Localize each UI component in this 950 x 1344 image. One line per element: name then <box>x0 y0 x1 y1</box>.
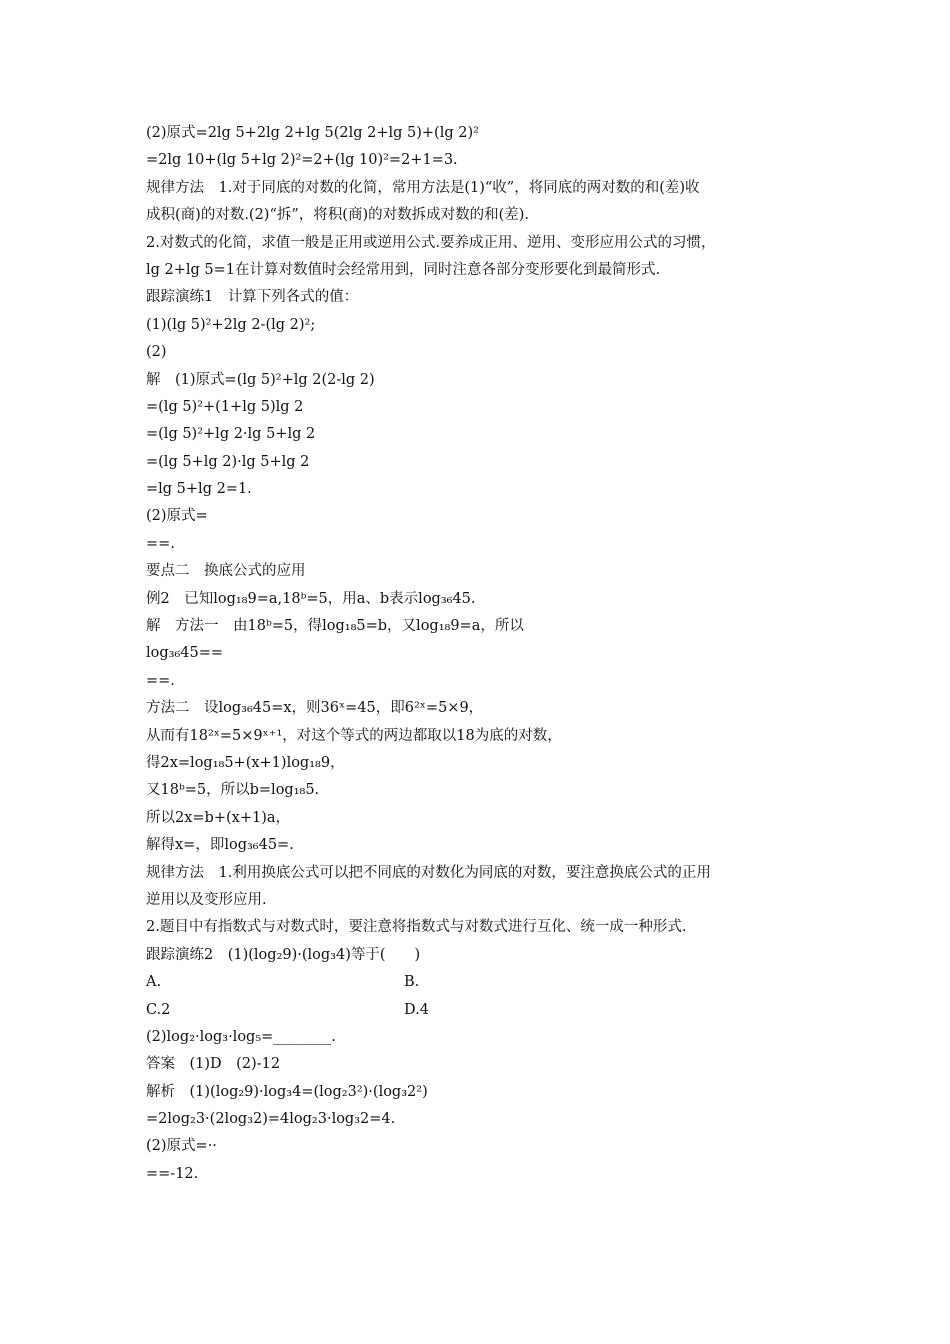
text-line: (2)原式= <box>146 508 208 525</box>
text-line: 解 (1)原式=(lg 5)²+lg 2(2-lg 2) <box>146 371 375 388</box>
section-heading: 要点二 换底公式的应用 <box>146 563 306 580</box>
text-line: =(lg 5)²+lg 2·lg 5+lg 2 <box>146 426 316 443</box>
text-line: 所以2x=b+(x+1)a， <box>146 809 290 826</box>
answer-line: 答案 (1)D (2)-12 <box>146 1056 281 1073</box>
text-line: 逆用以及变形应用. <box>146 891 267 908</box>
text-line: =(lg 5+lg 2)·lg 5+lg 2 <box>146 453 310 470</box>
option-row <box>146 969 826 996</box>
text-line: (1)(lg 5)²+2lg 2-(lg 2)²; <box>146 316 316 333</box>
text-line: 规律方法 1.利用换底公式可以把不同底的对数化为同底的对数，要注意换底公式的正用 <box>146 864 711 881</box>
option-d: D.4 <box>404 1001 429 1018</box>
text-line: =(lg 5)²+(1+lg 5)lg 2 <box>146 398 304 415</box>
option-b: B. <box>404 974 420 991</box>
text-line: 2.题目中有指数式与对数式时，要注意将指数式与对数式进行互化、统一成一种形式. <box>146 919 687 936</box>
option-row <box>146 997 826 1024</box>
text-line: 成积(商)的对数.(2)“拆”，将积(商)的对数拆成对数的和(差). <box>146 207 530 224</box>
text-line: lg 2+lg 5=1在计算对数值时会经常用到，同时注意各部分变形要化到最简形式. <box>146 261 661 278</box>
text-line: 例2 已知log₁₈9=a,18ᵇ=5，用a、b表示log₃₆45. <box>146 590 476 607</box>
text-line: 又18ᵇ=5，所以b=log₁₈5. <box>146 782 320 799</box>
text-line: ==. <box>146 535 175 552</box>
option-c: C.2 <box>146 1001 171 1018</box>
text-line: 跟踪演练2 (1)(log₂9)·(log₃4)等于( ) <box>146 946 421 963</box>
text-line: 2.对数式的化简，求值一般是正用或逆用公式.要养成正用、逆用、变形应用公式的习惯， <box>146 234 716 251</box>
text-line: =lg 5+lg 2=1. <box>146 481 252 498</box>
text-line: (2) <box>146 344 167 361</box>
text-line: (2)log₂·log₃·log₅=________. <box>146 1028 336 1045</box>
text-line: log₃₆45== <box>146 645 224 662</box>
text-line: (2)原式=·· <box>146 1138 217 1155</box>
text-line: 解 方法一 由18ᵇ=5，得log₁₈5=b，又log₁₈9=a，所以 <box>146 618 524 635</box>
text-line: =2log₂3·(2log₃2)=4log₂3·log₃2=4. <box>146 1111 396 1128</box>
text-line: 跟踪演练1 计算下列各式的值： <box>146 289 359 306</box>
text-line: 解得x=，即log₃₆45=. <box>146 837 294 854</box>
text-line: 从而有18²ˣ=5×9ˣ⁺¹，对这个等式的两边都取以18为底的对数， <box>146 727 562 744</box>
document-page <box>146 120 826 1188</box>
text-line: =2lg 10+(lg 5+lg 2)²=2+(lg 10)²=2+1=3. <box>146 152 458 169</box>
text-line: ==-12. <box>146 1165 199 1182</box>
text-line: ==. <box>146 672 175 689</box>
text-line: 得2x=log₁₈5+(x+1)log₁₈9， <box>146 754 345 771</box>
option-a: A. <box>146 974 162 991</box>
text-line: 规律方法 1.对于同底的对数的化简，常用方法是(1)“收”，将同底的两对数的和(差)收 <box>146 179 700 196</box>
text-line: 方法二 设log₃₆45=x，则36ˣ=45，即6²ˣ=5×9， <box>146 700 484 717</box>
text-line: 解析 (1)(log₂9)·log₃4=(log₂3²)·(log₃2²) <box>146 1083 428 1100</box>
text-line: (2)原式=2lg 5+2lg 2+lg 5(2lg 2+lg 5)+(lg 2)² <box>146 125 479 141</box>
